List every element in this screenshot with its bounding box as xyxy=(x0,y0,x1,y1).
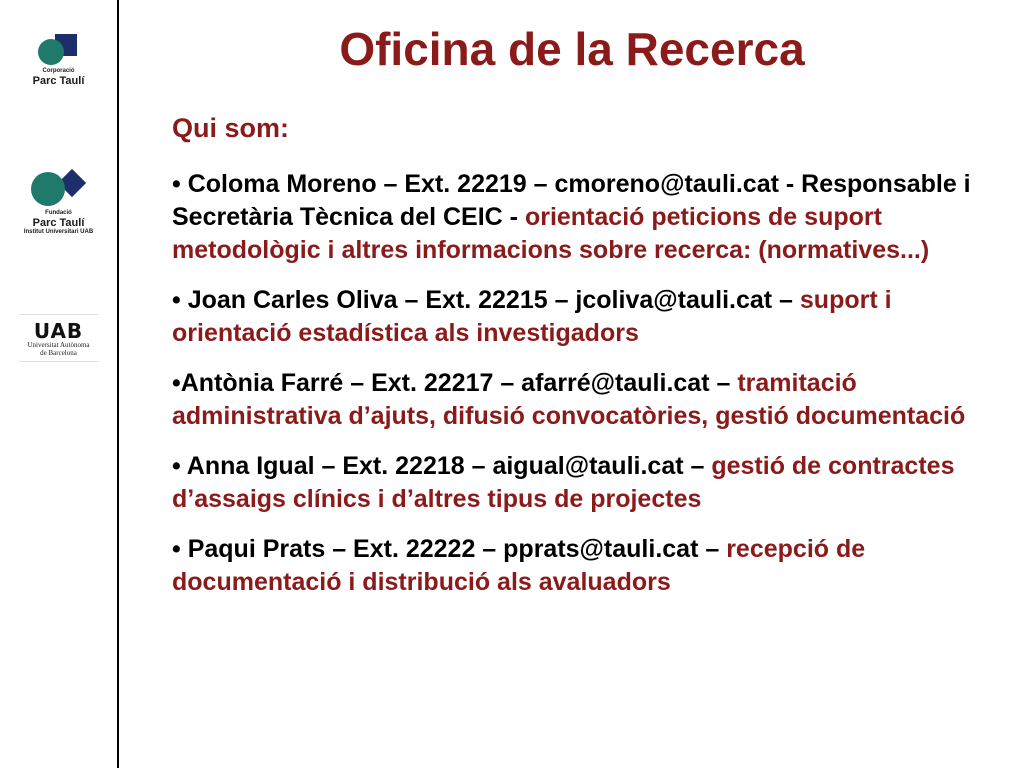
staff-item-contact: • Anna Igual – Ext. 22218 – aigual@tauli.cat – xyxy=(172,452,712,480)
staff-item-contact: •Antònia Farré – Ext. 22217 – afarré@tauli.cat – xyxy=(172,369,738,397)
staff-item-contact: • Coloma Moreno – Ext. 22219 – cmoreno@tauli.cat - Responsable i Secretària Tècnica del CEIC - xyxy=(172,170,971,231)
logo1-line2: Parc Taulí xyxy=(32,75,85,87)
page-title: Oficina de la Recerca xyxy=(339,23,805,75)
staff-item-contact: • Joan Carles Oliva – Ext. 22215 – jcoliva@tauli.cat – xyxy=(172,286,800,314)
uab-line1: Universitat Autònoma xyxy=(27,341,90,349)
staff-item-role: tramitació administrativa d’ajuts, difusió convocatòries, gestió documentació xyxy=(172,369,966,430)
staff-item-role: recepció de documentació i distribució als avaluadors xyxy=(172,535,866,596)
parc-tauli-logo-icon xyxy=(37,32,81,68)
staff-item-role: gestió de contractes d’assaigs clínics i d’altres tipus de projectes xyxy=(172,452,955,513)
sidebar xyxy=(0,0,119,768)
logo2-line2: Parc Taulí xyxy=(32,217,85,229)
staff-item-paqui-prats xyxy=(172,533,1002,599)
staff-item-joan-carles-oliva xyxy=(172,284,1002,350)
logo-corporacio-parc-tauli xyxy=(0,32,117,87)
uab-line2: de Barcelona xyxy=(40,349,77,357)
logo-uab xyxy=(0,314,117,362)
uab-mark: UAB xyxy=(33,319,84,343)
staff-item-role: suport i orientació estadística als investigadors xyxy=(172,286,892,347)
uab-logo-box xyxy=(19,314,99,362)
staff-item-contact: • Paqui Prats – Ext. 22222 – pprats@tauli.cat – xyxy=(172,535,727,563)
staff-item-anna-igual xyxy=(172,450,1002,516)
logo2-line3: Institut Universitari UAB xyxy=(23,229,94,235)
fundacio-logo-icon xyxy=(28,168,90,210)
staff-item-role: orientació peticions de suport metodològic i altres informacions sobre recerca: (normatives...) xyxy=(172,203,930,264)
logo2-line1: Fundació xyxy=(45,210,72,216)
staff-item-coloma-moreno xyxy=(172,168,1002,267)
staff-item-antonia-farre xyxy=(172,367,1002,433)
logo-fundacio-parc-tauli xyxy=(0,168,117,236)
section-heading: Qui som: xyxy=(172,113,290,143)
logo1-line1: Corporació xyxy=(42,68,75,74)
staff-list xyxy=(172,168,1002,616)
